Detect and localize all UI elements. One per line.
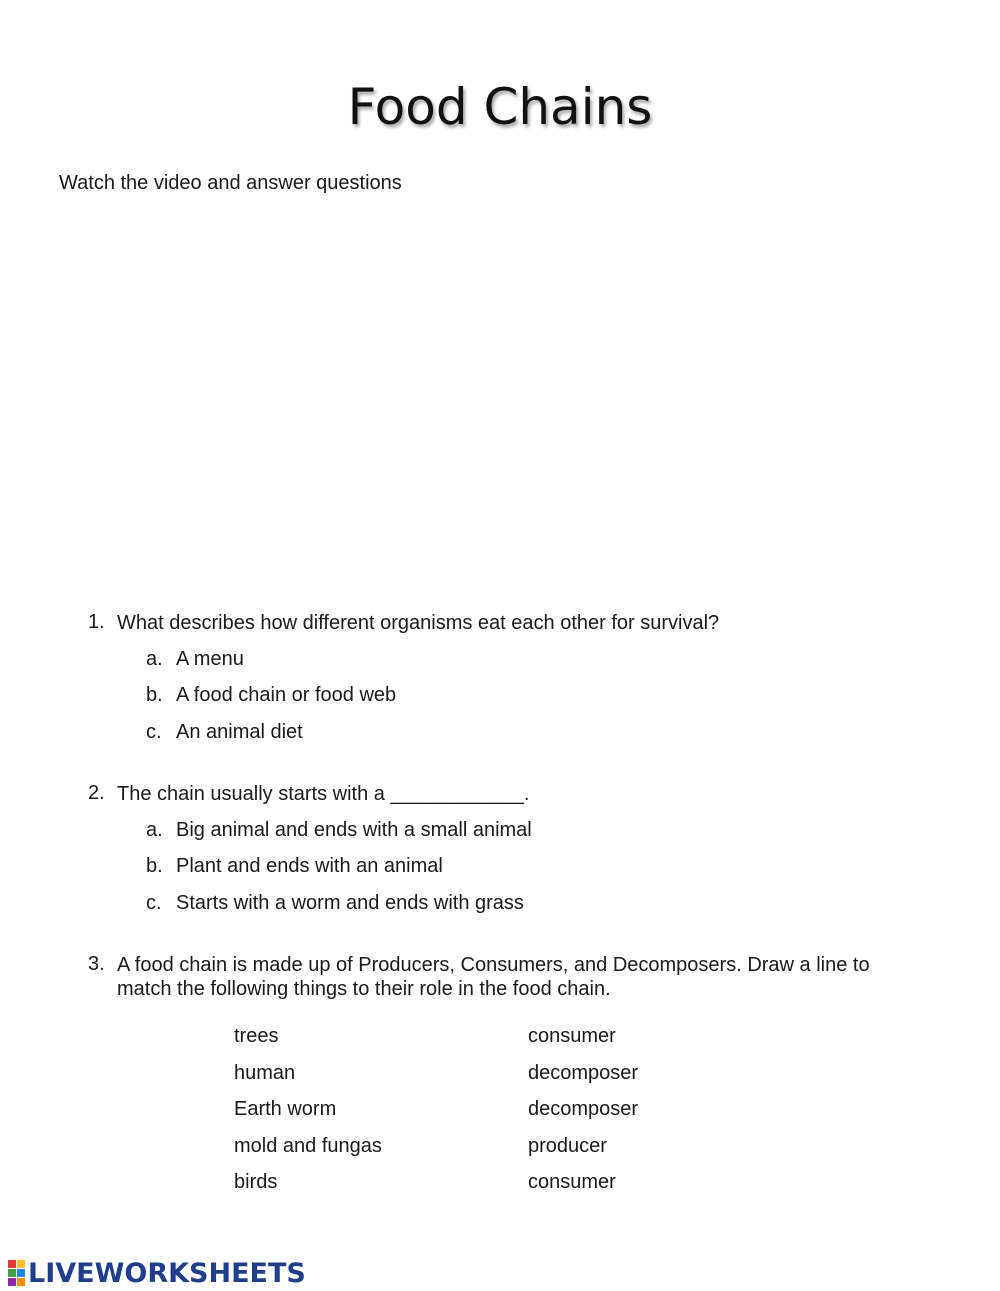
footer-logo [8,1258,306,1288]
option-letter: c. [146,721,162,743]
page-title: Food Chains [347,78,653,136]
question-1-option-a: A menu [176,648,244,670]
liveworksheets-logo-icon [8,1260,25,1286]
instructions: Watch the video and answer questions [59,172,402,194]
option-letter: b. [146,855,163,877]
match-right-item[interactable]: consumer [528,1025,616,1047]
question-2-option-a: Big animal and ends with a small animal [176,819,532,841]
option-letter: a. [146,648,163,670]
question-2-number: 2. [88,782,105,804]
option-letter: c. [146,892,162,914]
question-1-option-b: A food chain or food web [176,684,397,706]
question-3-text-line2: match the following things to their role in the food chain. [117,978,611,1000]
logo-block [8,1278,16,1286]
logo-block [17,1260,25,1268]
match-right-item[interactable]: decomposer [528,1062,639,1084]
option-letter: b. [146,684,163,706]
match-right-item[interactable]: consumer [528,1171,616,1193]
question-3-text-line1: A food chain is made up of Producers, Consumers, and Decomposers. Draw a line to [117,954,870,976]
match-left-item[interactable]: trees [234,1025,279,1047]
question-2-text: The chain usually starts with a ____________. [117,783,530,805]
question-1-text: What describes how different organisms eat each other for survival? [117,612,720,634]
match-right-item[interactable]: producer [528,1135,607,1157]
logo-block [17,1269,25,1277]
question-3-number: 3. [88,953,105,975]
logo-block [17,1278,25,1286]
option-letter: a. [146,819,163,841]
question-2-option-c: Starts with a worm and ends with grass [176,892,524,914]
logo-block [8,1260,16,1268]
brand-name: LIVEWORKSHEETS [28,1257,306,1289]
match-left-item[interactable]: Earth worm [234,1098,337,1120]
logo-block [8,1269,16,1277]
match-left-item[interactable]: human [234,1062,296,1084]
question-1-option-c: An animal diet [176,721,303,743]
match-right-item[interactable]: decomposer [528,1098,639,1120]
match-left-item[interactable]: birds [234,1171,278,1193]
match-left-item[interactable]: mold and fungas [234,1135,382,1157]
question-2-option-b: Plant and ends with an animal [176,855,443,877]
question-1-number: 1. [88,611,105,633]
